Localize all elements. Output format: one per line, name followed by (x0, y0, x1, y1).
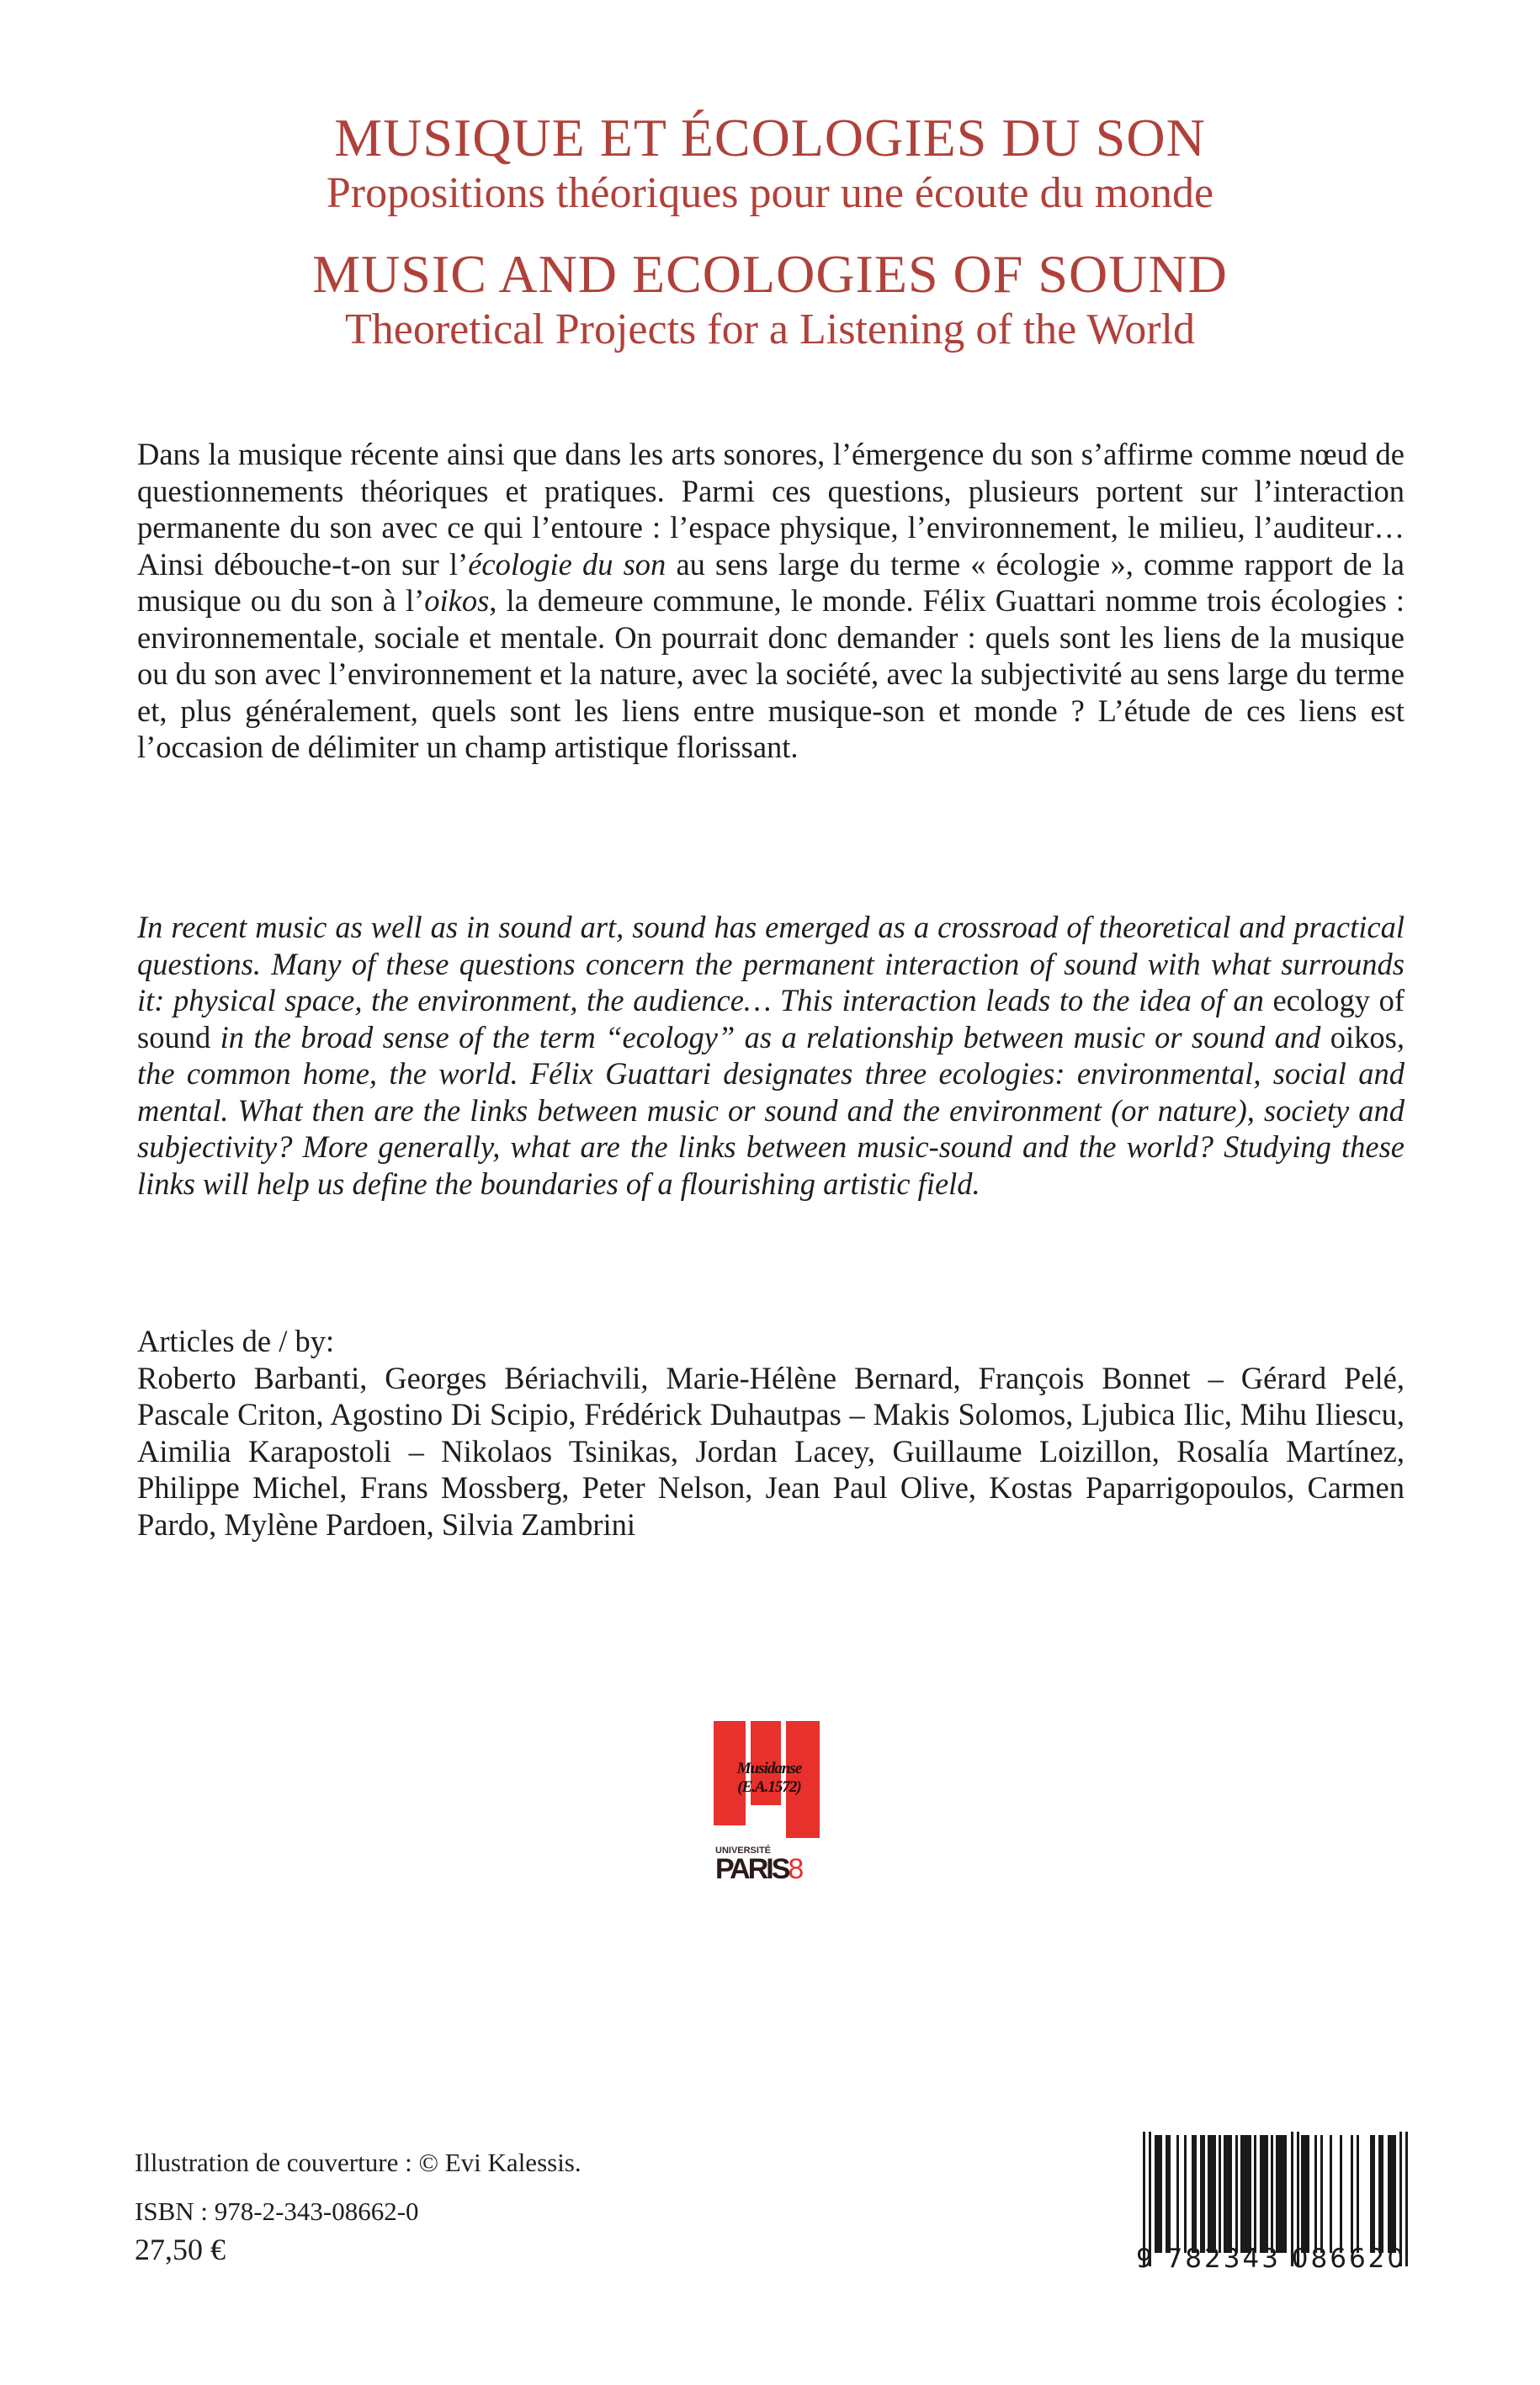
text-run: in the broad sense of the term “ecology” as a relationship between music or sound and (210, 1019, 1330, 1054)
university-label: UNIVERSITÉ (715, 1846, 772, 1856)
english-title: MUSIC AND ECOLOGIES OF SOUND (312, 244, 1228, 304)
title-block (0, 108, 1540, 355)
paris-text: PARIS (715, 1853, 789, 1885)
roman-term: oikos (1330, 1019, 1397, 1054)
french-subtitle: Propositions théoriques pour une écoute du monde (326, 169, 1214, 217)
articles-section (137, 1323, 1405, 1543)
musidanse-paris8-logo (714, 1721, 827, 1889)
italic-term: oikos (424, 583, 490, 618)
italic-term: écologie du son (468, 546, 666, 582)
english-description (137, 909, 1405, 1202)
barcode-icon (1136, 2132, 1414, 2283)
text-run: au sens large du terme « écologie », comme rapport de la musique ou du son à l’ (137, 546, 1405, 618)
illustration-credit: Illustration de couverture : © Evi Kalessis. (135, 2148, 581, 2177)
lab-label (715, 1760, 823, 1797)
barcode-digits: 9 782343 086620 (1136, 2244, 1407, 2274)
text-run: , the common home, the world. Félix Guattari designates three ecologies: environmental, social and mental. What then are the links between music or sound and the environment (or nature), society and subjectivity? More generally, what are the links between music-sound and the world? Studying these links will help us define the boundaries of a flourishing artistic field. (137, 1019, 1405, 1201)
articles-label: Articles de / by: (137, 1324, 335, 1358)
price: 27,50 € (135, 2233, 226, 2266)
isbn: ISBN : 978-2-343-08662-0 (135, 2196, 419, 2226)
french-description (137, 436, 1405, 766)
paris-number: 8 (788, 1853, 802, 1885)
roman-term: ecology of sound (137, 983, 1405, 1054)
text-run: , la demeure commune, le monde. Félix Guattari nomme trois écologies : environnementale, sociale et mentale. On pourrait donc demander : quels sont les liens de la musique ou du son avec l’environnement et la nature, avec la société, avec la subjectivité au sens large du terme et, plus généralement, quels sont les liens entre musique-son et monde ? L’étude de ces liens est l’occasion de délimiter un champ artistique florissant. (137, 583, 1405, 764)
lab-name: Musidanse (736, 1760, 802, 1777)
university-name (715, 1854, 801, 1884)
text-run: Dans la musique récente ainsi que dans les arts sonores, l’émergence du son s’affirme comme nœud de questionnements théoriques et pratiques. Parmi ces questions, plusieurs portent sur l’interaction permanente du son avec ce qui l’entoure : l’espace physique, l’environnement, le milieu, l’auditeur… Ainsi débouche-t-on sur l’ (137, 437, 1405, 582)
english-subtitle: Theoretical Projects for a Listening of the World (345, 305, 1195, 353)
lab-code: (E.A.1572) (737, 1778, 801, 1796)
french-title: MUSIQUE ET ÉCOLOGIES DU SON (334, 108, 1206, 167)
authors-list: Roberto Barbanti, Georges Bériachvili, Marie-Hélène Bernard, François Bonnet – Gérard Pelé, Pascale Criton, Agostino Di Scipio, Frédérick Duhautpas – Makis Solomos, Ljubica Ilic, Mihu Iliescu, Aimilia Karapostoli – Nikolaos Tsinikas, Jordan Lacey, Guillaume Loizillon, Rosalía Martínez, Philippe Michel, Frans Mossberg, Peter Nelson, Jean Paul Olive, Kostas Paparrigopoulos, Carmen Pardo, Mylène Pardoen, Silvia Zambrini (137, 1360, 1405, 1542)
text-run: In recent music as well as in sound art, sound has emerged as a crossroad of theoretical and practical questions. Many of these questions concern the permanent interaction of sound with what surrounds it: physical space, the environment, the audience… This interaction leads to the idea of an (137, 910, 1405, 1017)
